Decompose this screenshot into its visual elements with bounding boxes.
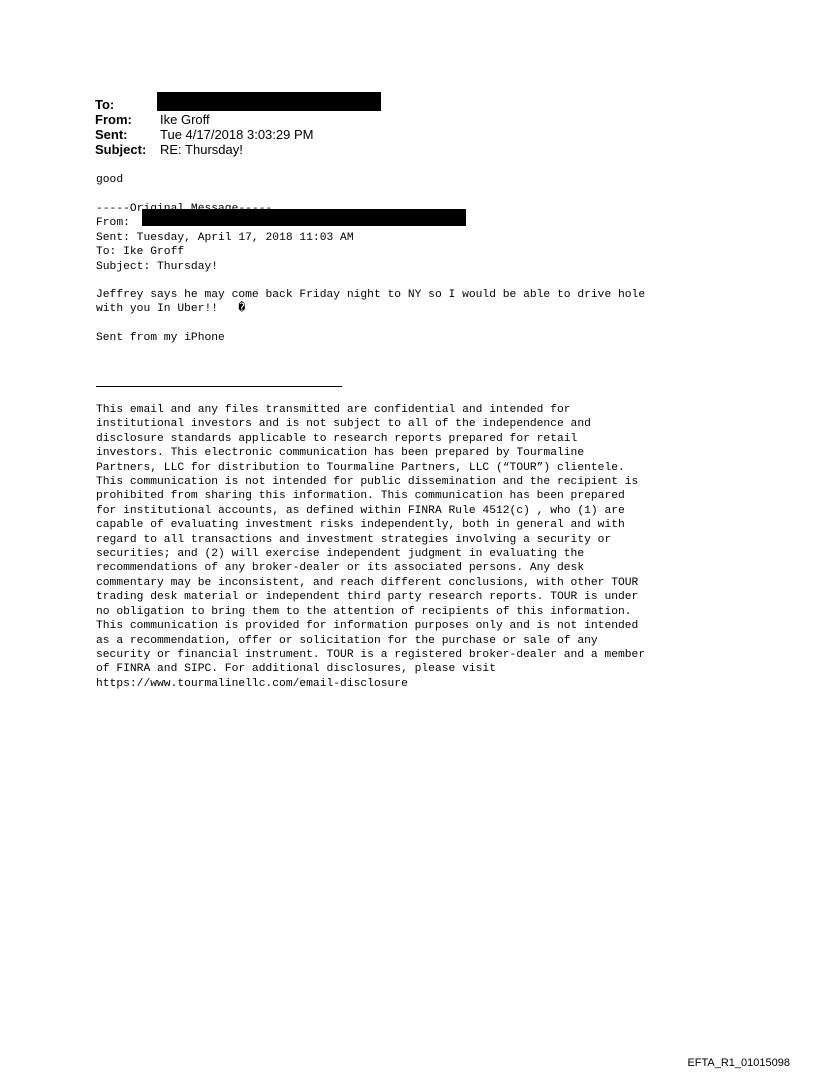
original-subject: Subject: Thursday!	[96, 261, 219, 273]
original-message-separator: -----Original Message-----	[96, 203, 273, 215]
to-label: To:	[95, 97, 115, 112]
disclaimer-line: commentary may be inconsistent, and reach different conclusions, with other TOUR	[96, 576, 639, 589]
original-to: To: Ike Groff	[96, 246, 185, 258]
signature: Sent from my iPhone	[96, 332, 225, 344]
disclaimer-line: capable of evaluating investment risks independently, both in general and with	[96, 519, 625, 532]
disclaimer-line: This communication is provided for information purposes only and is not intended	[96, 620, 639, 633]
from-label: From:	[95, 112, 132, 127]
disclaimer-line: securities; and (2) will exercise independent judgment in evaluating the	[96, 548, 585, 561]
message-line-1: Jeffrey says he may come back Friday night to NY so I would be able to drive hole	[96, 289, 646, 301]
disclaimer-line: prohibited from sharing this information. This communication has been prepared	[96, 490, 625, 503]
disclaimer-line: This communication is not intended for public dissemination and the recipient is	[96, 476, 639, 489]
original-sent: Sent: Tuesday, April 17, 2018 11:03 AM	[96, 232, 354, 244]
from-value: Ike Groff	[160, 112, 210, 127]
disclaimer-line: regard to all transactions and investment strategies involving a security or	[96, 533, 612, 546]
disclaimer-line: disclosure standards applicable to research reports prepared for retail	[96, 432, 578, 445]
disclaimer-line: https://www.tourmalinellc.com/email-disclosure	[96, 677, 408, 690]
sent-label: Sent:	[95, 127, 128, 142]
subject-value: RE: Thursday!	[160, 142, 243, 157]
disclaimer-line: trading desk material or independent third party research reports. TOUR is under	[96, 591, 639, 604]
disclaimer-line: This email and any files transmitted are confidential and intended for	[96, 404, 571, 416]
subject-label: Subject:	[95, 142, 147, 157]
sent-row	[95, 127, 313, 142]
disclaimer	[96, 403, 645, 691]
message-line-2: with you In Uber!! �	[96, 303, 246, 315]
disclaimer-line: security or financial instrument. TOUR is a registered broker-dealer and a member	[96, 648, 646, 661]
disclaimer-line: of FINRA and SIPC. For additional disclosures, please visit	[96, 663, 496, 676]
disclaimer-line: investors. This electronic communication has been prepared by Tourmaline	[96, 447, 585, 460]
from-row	[95, 112, 313, 127]
reply-text: good	[96, 174, 124, 186]
original-from: From:	[96, 217, 130, 229]
subject-row	[95, 142, 313, 157]
document-id: EFTA_R1_01015098	[687, 1057, 790, 1069]
divider-line	[96, 386, 342, 387]
sent-value: Tue 4/17/2018 3:03:29 PM	[160, 127, 314, 142]
disclaimer-line: recommendations of any broker-dealer or its associated persons. Any desk	[96, 562, 585, 575]
disclaimer-line: for institutional accounts, as defined within FINRA Rule 4512(c) , who (1) are	[96, 504, 625, 517]
disclaimer-line: as a recommendation, offer or solicitation for the purchase or sale of any	[96, 634, 598, 647]
disclaimer-line: no obligation to bring them to the attention of recipients of this information.	[96, 605, 632, 618]
disclaimer-line: institutional investors and is not subject to all of the independence and	[96, 418, 591, 431]
redaction-bar-to	[157, 92, 381, 111]
disclaimer-line: Partners, LLC for distribution to Tourmaline Partners, LLC (“TOUR”) clientele.	[96, 461, 625, 474]
